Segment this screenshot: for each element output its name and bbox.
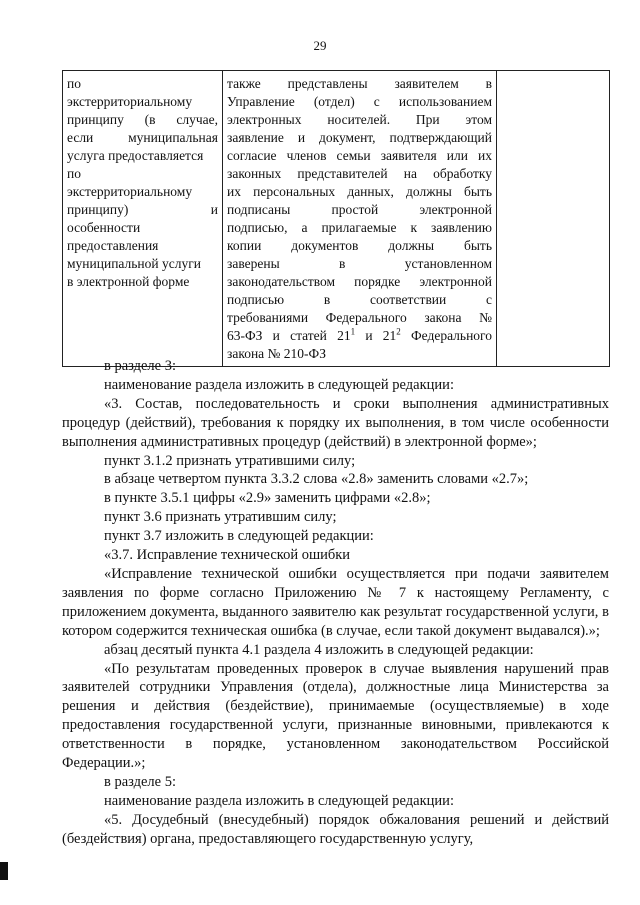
cell-line: законодательством порядке электронной [227,274,492,289]
cell-line: их персональных данных, должны быть [227,184,492,199]
paragraph: пункт 3.6 признать утратившим силу; [104,509,337,526]
paragraph: пункт 3.7 изложить в следующей редакции: [104,528,374,545]
superscript: 2 [396,326,401,337]
paragraph: наименование раздела изложить в следующей редакции: [104,376,454,393]
cell-line: принципу (в случае, [67,112,218,127]
scan-edge-mark [0,862,8,880]
cell-line: в электронной форме [67,274,190,289]
cell-line: по [67,166,81,181]
table-cell-subject [63,71,223,367]
cell-line: подписью, а прилагаемые к заявлению [227,220,492,235]
cell-line: принципу) и [67,202,218,217]
superscript: 1 [350,326,356,337]
cell-line: подписаны простой электронной [227,202,492,217]
cell-line: муниципальной услуги [67,256,201,271]
cell-line: заверены в установленном [227,256,492,271]
page-number: 29 [313,38,327,53]
cell-line: электронных носителей. При этом [227,112,492,127]
cell-text: Федерального [400,328,492,343]
paragraph: пункт 3.1.2 признать утратившими силу; [104,452,356,469]
paragraph: в пункте 3.5.1 цифры «2.9» заменить цифрами «2.8»; [104,490,431,507]
table-row [63,71,610,367]
paragraph: в абзаце четвертом пункта 3.3.2 слова «2.8» заменить словами «2.7»; [104,471,529,488]
cell-line: если муниципальная [67,130,218,145]
cell-line: услуга предоставляется [67,148,204,163]
cell-line: копии документов должны быть [227,238,492,253]
cell-line: согласие членов семьи заявителя или их [227,148,492,163]
table-cell-description [223,71,497,367]
paragraph: «По результатам проведенных проверок в случае выявления нарушений прав заявителей сотрудники Управления (отдела), должностные лица Министерства за решения и действия (бездействие), принимаемые (осуществляемые) в ходе предоставления государственной услуги, признанные виновными, привлекаются к ответственности в порядке, установленном законодательством Российской Федерации.»; [62,660,609,772]
paragraph: в разделе 3: [104,358,177,374]
paragraph: «Исправление технической ошибки осуществляется при подачи заявителем заявления по форме согласно Приложению № 7 к настоящему Регламенту, с приложением документа, выданного заявителю как результат государственной услуги, в котором содержится техническая ошибка (в случае, если такой документ выдавался).»; [62,565,609,639]
table-cell-empty [497,71,610,367]
paragraph: в разделе 5: [104,773,177,790]
cell-text: и 21 [355,328,397,343]
cell-line: Управление (отдел) с использованием [227,94,492,109]
cell-line [227,327,492,345]
cell-line: экстерриториальному [67,184,193,199]
paragraph: «5. Досудебный (внесудебный) порядок обжалования решений и действий (бездействия) органа, предоставляющего государственную услугу, [62,811,609,847]
cell-line: подписью в соответствии с [227,292,492,307]
paragraph: абзац десятый пункта 4.1 раздела 4 изложить в следующей редакции: [104,641,534,658]
cell-line: закона № 210-ФЗ [227,346,326,361]
cell-line: также представлены заявителем в [227,76,492,91]
cell-line: требованиями Федерального закона № [227,310,492,325]
cell-line: по [67,76,81,91]
document-body [62,357,609,849]
cell-line: экстерриториальному [67,94,193,109]
paragraph: «3. Состав, последовательность и сроки выполнения административных процедур (действий), требования к порядку их выполнения, в том числе особенности выполнения административных процедур (действий) в электронной форме»; [62,395,609,450]
cell-line: особенности [67,220,141,235]
paragraph: «3.7. Исправление технической ошибки [104,547,351,564]
cell-line: предоставления [67,238,159,253]
document-table [62,70,610,367]
paragraph: наименование раздела изложить в следующей редакции: [104,792,454,809]
cell-line: заявление и документ, подтверждающий [227,130,492,145]
cell-text: 63-ФЗ и статей 21 [227,328,351,343]
cell-line: законных представителей на обработку [227,166,492,181]
